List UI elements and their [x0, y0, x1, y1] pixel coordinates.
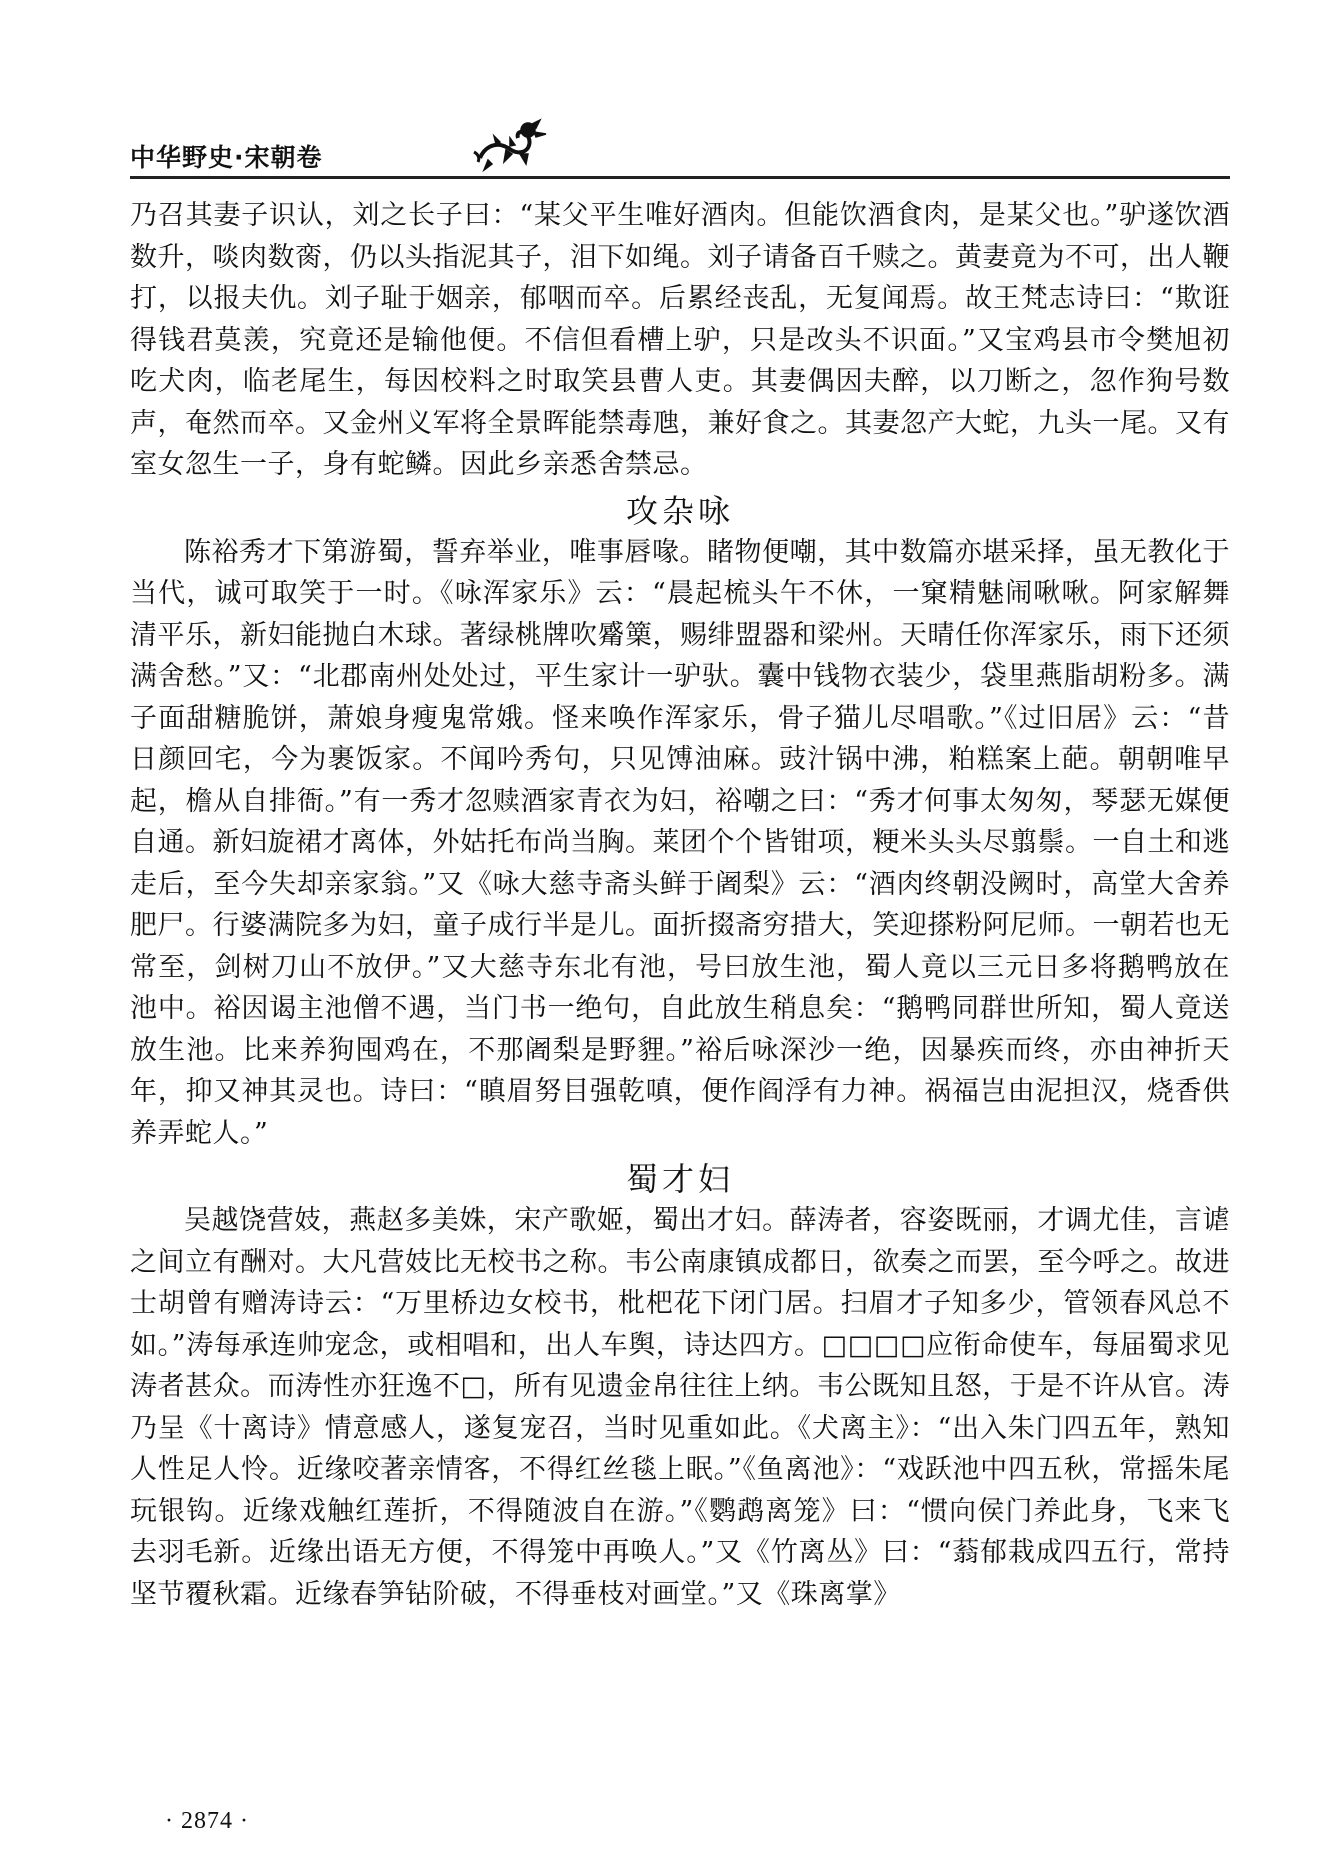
section-paragraph-gong-za-yong: 陈裕秀才下第游蜀，誓弃举业，唯事唇喙。睹物便嘲，其中数篇亦堪采择，虽无教化于当代，诚可取笑于一时。《咏浑家乐》云：“晨起梳头午不休，一窠精魅闹啾啾。阿家解舞清平乐，新妇能抛白木球。著绿桃牌吹觱篥，赐绯盟器和梁州。天晴任你浑家乐，雨下还须满舍愁。”又：“北郡南州处处过，平生家计一驴驮。囊中钱物衣装少，袋里燕脂胡粉多。满子面甜糖脆饼，萧娘身瘦鬼常娥。怪来唤作浑家乐，骨子猫儿尽唱歌。”《过旧居》云：“昔日颜回宅，今为裹饭家。不闻吟秀句，只见馎油麻。豉汁锅中沸，粕糕案上葩。朝朝唯早起，檐从自排衙。”有一秀才忽赎酒家青衣为妇，裕嘲之曰：“秀才何事太匆匆，琴瑟无媒便自通。新妇旋裙才离体，外姑托布尚当胸。莱团个个皆钳项，粳米头头尽翦鬃。一自土和逃走后，至今失却亲家翁。”又《咏大慈寺斋头鲜于阇梨》云：“酒肉终朝没阙时，高堂大舍养肥尸。行婆满院多为妇，童子成行半是儿。面折掇斋穷措大，笑迎搽粉阿尼师。一朝若也无常至，剑树刀山不放伊。”又大慈寺东北有池，号曰放生池，蜀人竟以三元日多将鹅鸭放在池中。裕因谒主池僧不遇，当门书一绝句，自此放生稍息矣：“鹅鸭同群世所知，蜀人竟送放生池。比来养狗囤鸡在，不那阇梨是野貍。”裕后咏深沙一绝，因暴疾而终，亦由神折天年，抑又神其灵也。诗曰：“瞋眉努目强乾嗔，便作阎浮有力神。祸福岂由泥担汉，烧香供养弄蛇人。”: [130, 536, 1230, 1149]
dragon-emblem-icon: [470, 118, 560, 174]
intro-paragraph: 乃召其妻子识认，刘之长子曰：“某父平生唯好酒肉。但能饮酒食肉，是某父也。”驴遂饮酒数升，啖肉数脔，仍以头指泥其子，泪下如绳。刘子请备百千赎之。黄妻竟为不可，出人鞭打，以报夫仇。刘子耻于姻亲，郁咽而卒。后累经丧乱，无复闻焉。故王梵志诗曰：“欺诳得钱君莫羡，究竟还是输他便。不信但看槽上驴，只是改头不识面。”又宝鸡县市令樊旭初吃犬肉，临老尾生，每因校料之时取笑县曹人吏。其妻偶因夫醉，以刀断之，忽作狗号数声，奄然而卒。又金州义军将全景晖能禁毒虺，兼好食之。其妻忽产大蛇，九头一尾。又有室女忽生一子，身有蛇鳞。因此乡亲悉舍禁忌。: [130, 200, 1230, 480]
page-number: · 2874 ·: [165, 1808, 249, 1834]
header-divider: [130, 176, 1230, 179]
section-title-shu-cai-fu: 蜀才妇: [625, 1160, 734, 1198]
page-header: [130, 118, 1230, 178]
section-title-gong-za-yong: 攻杂咏: [625, 491, 734, 530]
page-body: [130, 195, 1230, 1615]
book-title: 中华野史·宋朝卷: [130, 143, 323, 172]
section-paragraph-shu-cai-fu: 吴越饶营妓，燕赵多美姝，宋产歌姬，蜀出才妇。薛涛者，容姿既丽，才调尤佳，言谑之间立有酬对。大凡营妓比无校书之称。韦公南康镇成都日，欲奏之而罢，至今呼之。故进士胡曾有赠涛诗云：“万里桥边女校书，枇杷花下闭门居。扫眉才子知多少，管领春风总不如。”涛每承连帅宠念，或相唱和，出人车舆，诗达四方。□□□□应衔命使车，每届蜀求见涛者甚众。而涛性亦狂逸不□，所有见遗金帛往往上纳。韦公既知且怒，于是不许从官。涛乃呈《十离诗》情意感人，遂复宠召，当时见重如此。《犬离主》：“出入朱门四五年，熟知人性足人怜。近缘咬著亲情客，不得红丝毯上眠。”《鱼离池》：“戏跃池中四五秋，常摇朱尾玩银钩。近缘戏触红莲折，不得随波自在游。”《鹦鹉离笼》曰：“惯向侯门养此身，飞来飞去羽毛新。近缘出语无方便，不得笼中再唤人。”又《竹离丛》曰：“蓊郁栽成四五行，常持坚节覆秋霜。近缘春笋钻阶破，不得垂枝对画堂。”又《珠离掌》: [130, 1205, 1230, 1610]
